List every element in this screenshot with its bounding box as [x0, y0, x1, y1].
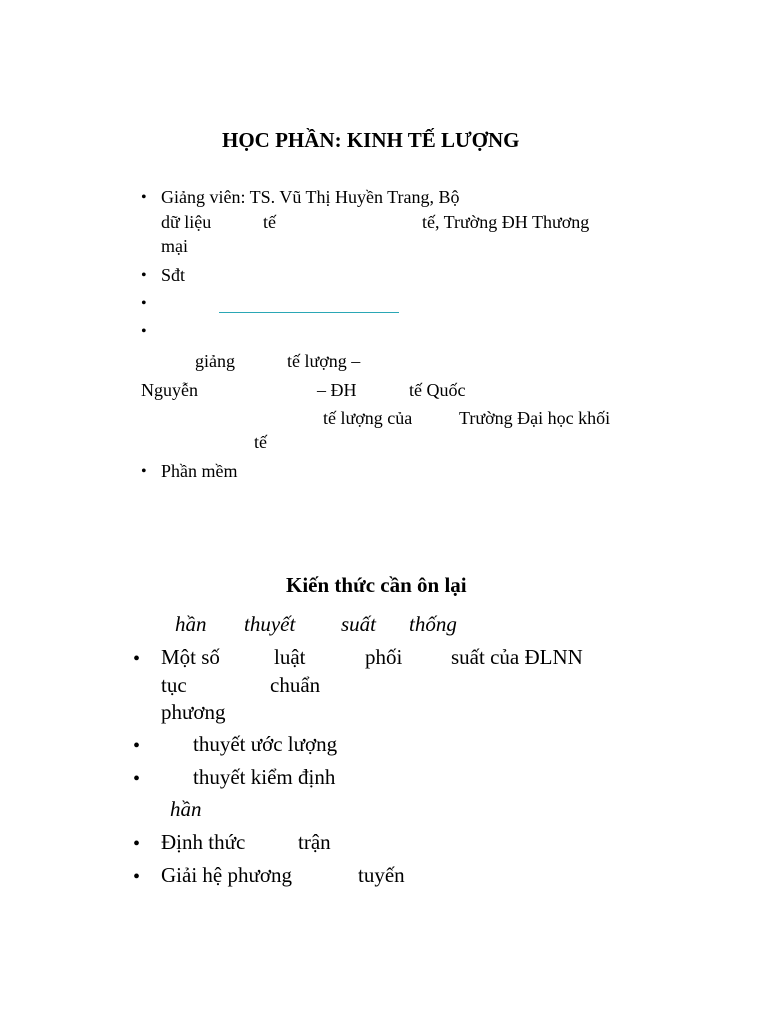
lecturer-line-1: Giảng viên: TS. Vũ Thị Huyền Trang, Bộ	[161, 187, 460, 207]
reference-text-c: Nguyễn	[141, 380, 198, 400]
item1-text-f: chuẩn	[270, 673, 321, 697]
item2-text: thuyết ước lượng	[193, 732, 338, 756]
email-link-underline[interactable]	[219, 312, 399, 313]
bullet-marker: •	[133, 735, 141, 757]
page-title: HỌC PHẦN: KINH TẾ LƯỢNG	[222, 128, 520, 152]
bullet-marker: •	[141, 323, 147, 340]
item1-text-e: tục	[161, 673, 187, 697]
review-heading: Kiến thức cần ôn lại	[286, 573, 467, 597]
item1-text-c: phối	[365, 645, 403, 669]
lecturer-line-2c: tế, Trường ĐH Thương	[422, 212, 590, 232]
bullet-marker: •	[133, 648, 141, 670]
reference-text-b: tế lượng –	[287, 351, 361, 371]
software-label: Phần mềm	[161, 461, 238, 481]
lecturer-line-3: mại	[161, 236, 188, 256]
lecturer-line-2b: tế	[263, 212, 276, 232]
lecturer-line-2a: dữ liệu	[161, 212, 212, 232]
phone-label: Sđt	[161, 265, 186, 285]
bullet-marker: •	[133, 768, 141, 790]
item4-text-b: trận	[298, 830, 331, 854]
reference-text-d: – ĐH	[317, 380, 357, 400]
item5-text-a: Giải hệ phương	[161, 863, 292, 887]
item1-text-b: luật	[274, 645, 306, 669]
reference-text-f: tế lượng của	[323, 408, 413, 428]
bullet-marker: •	[133, 866, 141, 888]
reference-text-g: Trường Đại học khối	[459, 408, 611, 428]
bullet-marker: •	[133, 833, 141, 855]
part1-word-4: thống	[409, 612, 457, 636]
item3-text: thuyết kiểm định	[193, 765, 336, 789]
part1-word-2: thuyết	[244, 612, 296, 636]
bullet-marker: •	[141, 295, 147, 312]
bullet-marker: •	[141, 267, 147, 284]
bullet-marker: •	[141, 463, 147, 480]
item1-text-g: phương	[161, 700, 226, 724]
part1-word-3: suất	[341, 612, 377, 636]
item1-text-a: Một số	[161, 645, 220, 669]
item1-text-d: suất của ĐLNN	[451, 645, 583, 669]
item5-text-b: tuyến	[358, 863, 405, 887]
item4-text-a: Định thức	[161, 830, 246, 854]
reference-text-a: giảng	[195, 351, 235, 371]
bullet-marker: •	[141, 189, 147, 206]
part2-word: hần	[170, 797, 202, 821]
reference-text-e: tế Quốc	[409, 380, 466, 400]
reference-text-h: tế	[254, 432, 267, 452]
part1-word-1: hần	[175, 612, 207, 636]
